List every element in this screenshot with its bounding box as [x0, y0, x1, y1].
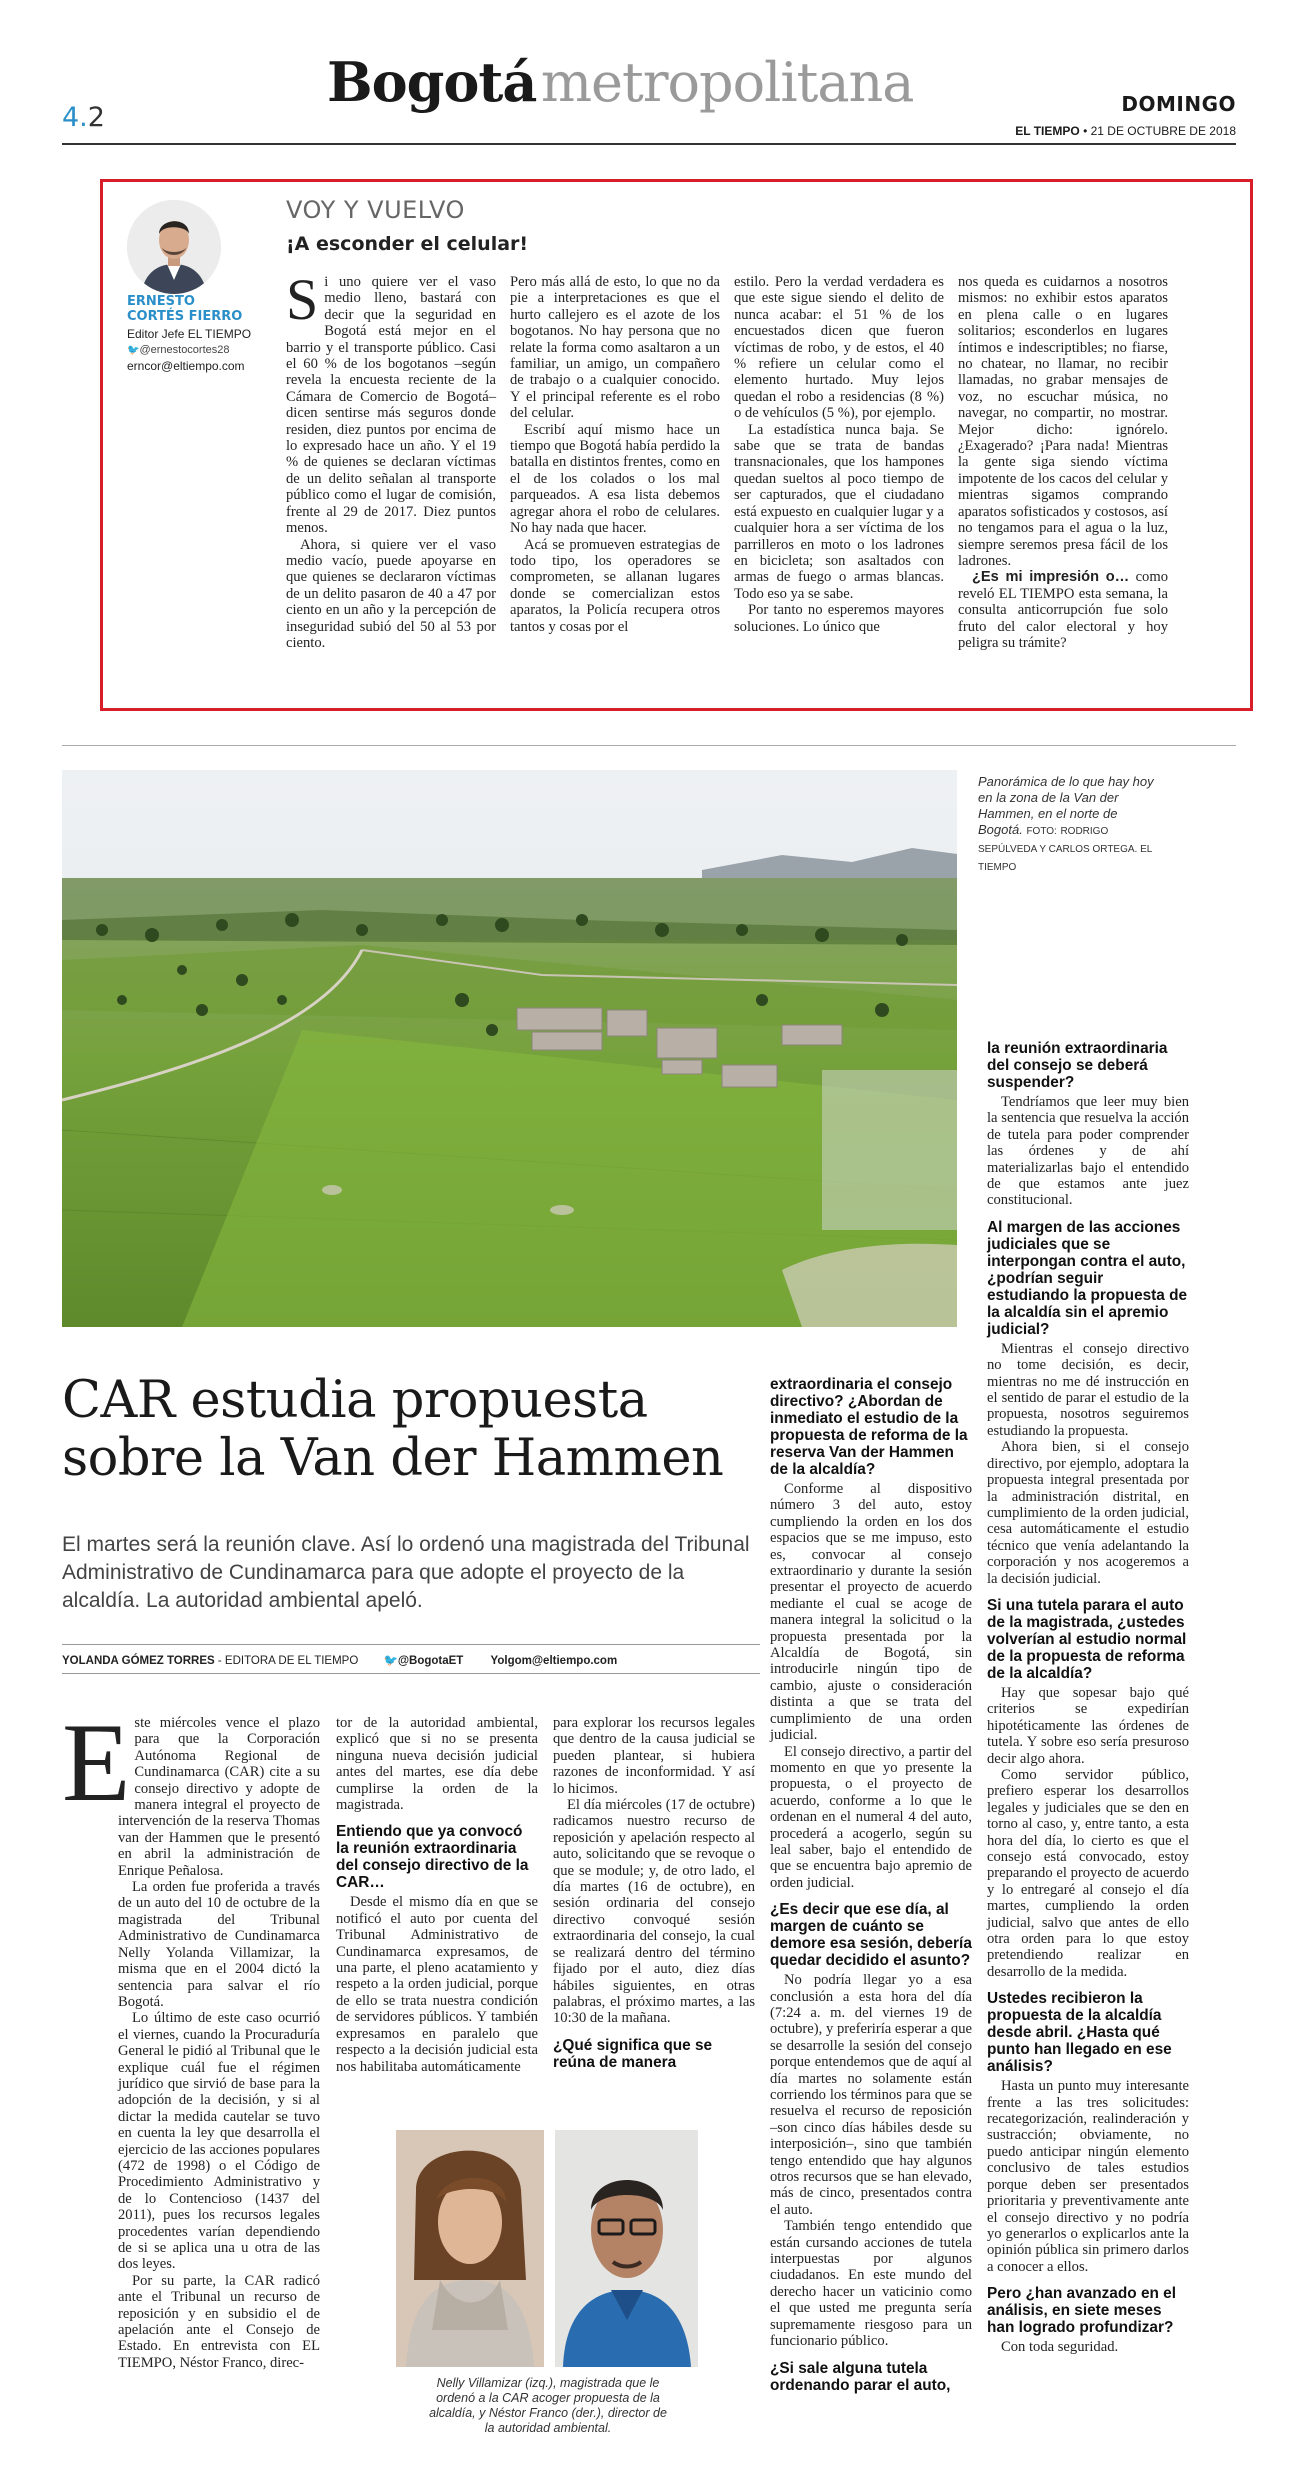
column-section-label: VOY Y VUELVO — [286, 196, 465, 224]
column-drop-cap: S — [286, 267, 319, 332]
twitter-icon: 🐦 — [127, 345, 140, 356]
header-publication: EL TIEMPO — [1015, 124, 1080, 138]
header-date — [1015, 124, 1236, 138]
byline-role: - EDITORA DE EL TIEMPO — [214, 1655, 359, 1667]
article-paragraph: La orden fue proferida a través de un auto del 10 de octubre de la magistrada del Tribunal Administrativo de Cundinamarca Nelly Yolanda Villamizar, la misma que en el 2004 dictó la sentencia para salvar el río Bogotá. — [118, 1879, 320, 2010]
article-paragraph: También tengo entendido que están cursando acciones de tutela interpuestas por algunos ciudadanos. En este mundo del derecho hacer un vaticinio como el que usted me pregunta sería supremamente riesgoso para un funcionario público. — [770, 2218, 972, 2350]
article-col-2 — [336, 1715, 538, 2075]
photo-caption — [978, 774, 1156, 876]
byline-rule-top — [62, 1644, 760, 1645]
article-paragraph: Tendríamos que leer muy bien la sentencia que resuelva la acción de tutela para poder comprender las órdenes y de ahí materializarlas bajo el entendido de que estamos ante juez constitucional. — [987, 1094, 1189, 1209]
author-last-name: CORTÉS FIERRO — [127, 309, 243, 324]
column-paragraph: Por tanto no esperemos mayores soluciones. Lo único que — [734, 602, 944, 635]
column-paragraph: Acá se promueven estrategias de todo tipo, los operadores se comprometen, se allanan lugares donde se comercializan estos aparatos, la Policía recupera otros tantos y cosas por el — [510, 536, 720, 635]
column-col-4 — [958, 274, 1168, 651]
interview-question: extraordinaria el consejo directivo? ¿Abordan de inmediato el estudio de la propuesta de reforma de la reserva Van der Hammen de la alcaldía? — [770, 1376, 968, 1478]
article-deck: El martes será la reunión clave. Así lo ordenó una magistrada del Tribunal Administrativo de Cundinamarca para que adopte el proyecto de la alcaldía. La autoridad ambiental apeló. — [62, 1533, 750, 1612]
portraits-caption: Nelly Villamizar (izq.), magistrada que le ordenó a la CAR acoger propuesta de la alcaldía, y Néstor Franco (der.), director de la autoridad ambiental. — [429, 2376, 667, 2435]
column-paragraph: La estadística nunca baja. Se sabe que se trata de bandas transnacionales, que los hampones quedan sueltos al poco tiempo de ser capturados, que el ciudadano está expuesto en cualquier lugar y a cualquier hora a ser víctima de los parrilleros en moto o los ladrones en bicicleta; son asaltados con armas de fuego o armas blancas. Todo eso ya se sabe. — [734, 421, 944, 602]
section-title-light: metropolitana — [540, 51, 914, 114]
byline-twitter[interactable] — [383, 1655, 463, 1667]
portrait-villamizar — [396, 2130, 544, 2367]
interview-question: Pero ¿han avanzado en el análisis, en siete meses han logrado profundizar? — [987, 2285, 1177, 2337]
article-paragraph: Lo último de este caso ocurrió el viernes, cuando la Procuraduría General le pidió al Tribunal que le explique cuál fue el régimen jurídico que sirvió de base para la adopción de la decisión, y si al dictar la medida cautelar se tuvo en cuenta la ley que desarrolla el ejercicio de las acciones populares (472 de 1998) o el Código de Procedimiento Administrativo y de lo Contencioso (1437 del 2011), pues los recursos legales procedentes varían dependiendo de si se aplica una u otra de las dos leyes. — [118, 2010, 320, 2273]
twitter-icon: 🐦 — [383, 1655, 398, 1667]
byline — [62, 1653, 762, 1667]
column-paragraph: estilo. Pero la verdad verdadera es que este sigue siendo el delito de nunca acabar: el 51 % de los encuestados dicen que fueron víctimas de robo, y de estos, el 40 % refiere un celular como el elemento hurtado. Muy lejos quedan el robo a residencias (8 %) o de vehículos (5 %), por ejemplo. — [734, 274, 944, 422]
article-paragraph: Con toda seguridad. — [1001, 2339, 1119, 2356]
interview-question: ¿Es decir que ese día, al margen de cuánto se demore esa sesión, debería quedar decidido el asunto? — [770, 1901, 972, 1970]
column-col-1 — [286, 267, 496, 651]
author-twitter-handle: @ernestocortes28 — [139, 344, 230, 356]
article-paragraph: Ahora bien, si el consejo directivo, por ejemplo, adoptara la propuesta integral presentada por la administración distrital, en cumplimiento de la orden judicial, cesa automáticamente el estudio técnico que venía adelantando la corporación y nos acogeremos a la decisión judicial. — [987, 1439, 1189, 1587]
interview-question: Entiendo que ya convocó la reunión extraordinaria del consejo directivo de la CAR… — [336, 1823, 529, 1892]
section-divider — [62, 745, 1236, 746]
column-col-2 — [510, 274, 720, 635]
section-title-bold: Bogotá — [327, 50, 537, 114]
article-paragraph: El día miércoles (17 de octubre) radicamos nuestro recurso de reposición y apelación respecto al auto, solicitando que se revoque o que se module; y, de otro lado, el día martes (16 de octubre), en sesión ordinaria del consejo directivo convoqué sesión extraordinaria del consejo, la cual se realizará dentro del término fijado por el auto, diez días hábiles siguientes, en otras palabras, el próximo martes, a las 10:30 de la mañana. — [553, 1797, 755, 2027]
article-drop-cap: E — [62, 1701, 131, 1825]
author-name — [127, 294, 267, 324]
column-paragraph: i uno quiere ver el vaso medio lleno, bastará con decir que la seguridad en Bogotá está mejor en el barrio y el transporte público. Casi el 60 % de los bogotanos –según revela la encuesta reciente de la Cámara de Comercio de Bogotá– dicen sentirse más seguros donde residen, diez puntos por encima de lo expresado hace un año. Y el 19 % de quienes se declaran víctimas de un delito señalan al transporte público como el lugar de comisión, frente al 29 de 2017. Diez puntos menos. — [286, 274, 496, 537]
article-paragraph: Como servidor público, prefiero esperar los desarrollos legales y judiciales que se den en torno al caso, y, entre tanto, a esta hora del día, lo cierto es que el consejo está convocado, estoy preparando el proyecto de acuerdo y lo entregaré al consejo el día martes, cumpliendo la orden judicial, salvo que antes de ello otra orden para lo que estoy pretendiendo realizar en desarrollo de la medida. — [987, 1766, 1189, 1980]
article-paragraph: tor de la autoridad ambiental, explicó que si no se presenta ninguna nueva decisión judicial antes del martes, ese día debe cumplirse la orden de la magistrada. — [336, 1715, 538, 1814]
article-headline: CAR estudia propuesta sobre la Van der Hammen — [62, 1371, 724, 1488]
portrait-franco — [555, 2130, 698, 2367]
article-paragraph: ste miércoles vence el plazo para que la Corporación Autónoma Regional de Cundinamarca (CAR) cite a su consejo directivo y adopte de manera integral el proyecto de intervención de la reserva Thomas van der Hammen que le presentó en abril la administración de Enrique Peñalosa. — [118, 1715, 320, 1879]
photo-credit-label: FOTO: — [1026, 826, 1057, 837]
section-title — [327, 50, 914, 114]
column-paragraph-end: como reveló EL TIEMPO esta semana, la consulta anticorrupción fue solo fruto del calor electoral y hoy peligra su trámite? — [958, 569, 1168, 651]
aerial-landscape-icon — [62, 770, 957, 1327]
author-twitter[interactable] — [127, 344, 230, 356]
article-col-3 — [553, 1715, 755, 2074]
interview-question: Ustedes recibieron la propuesta de la alcaldía desde abril. ¿Hasta qué punto han llegado en ese análisis? — [987, 1990, 1172, 2076]
interview-question: ¿Qué significa que se reúna de manera — [553, 2036, 713, 2071]
column-bold-lead: ¿Es mi impresión o… — [972, 569, 1130, 586]
column-paragraph: Escribí aquí mismo hace un tiempo que Bogotá había perdido la batalla en distintos frentes, como en el de los colados o los mal parqueados. A esa lista debemos agregar ahora el robo de celulares. No hay nada que hacer. — [510, 421, 720, 537]
column-paragraph: nos queda es cuidarnos a nosotros mismos: no exhibir estos aparatos en plena calle o en lugares solitarios; esconderlos en lugares íntimos e indescriptibles; no fiarse, no chatear, no llamar, no recibir llamadas, no grabar mensajes de voz, no escuchar música, no navegar, no compartir, no mostrar. Mejor dicho: ignórelo. ¿Exagerado? ¡Para nada! Mientras la gente siga siendo víctima impotente de los cacos del celular y mientras sigamos comprando aparatos sofisticados y costosos, así no tengamos para el agua o la luz, siempre seremos presa fácil de los ladrones. — [958, 274, 1168, 569]
article-paragraph: Conforme al dispositivo número 3 del auto, estoy cumpliendo la orden en los dos espacios que se me impuso, esto es, convocar al consejo extraordinario y durante la sesión presentar el proyecto de acuerdo mediante el cual se acoge de manera integral la solicitud o la propuesta presentada por la Alcaldía de Bogotá, sin introducirle ningún tipo de cambio, ajuste o consideración distinta a que se trata del cumplimiento de una orden judicial. — [770, 1481, 972, 1744]
article-paragraph: Desde el mismo día en que se notificó el auto por cuenta del Tribunal Administrativo de Cundinamarca expresamos, de una parte, el pleno acatamiento y respeto a la orden judicial, porque de ello se trata nuestra condición de servidores públicos. Y también expresamos en paralelo que respecto a la decisión judicial esta nos habilitaba automáticamente — [336, 1894, 538, 2075]
header-day: DOMINGO — [1121, 92, 1236, 116]
author-first-name: ERNESTO — [127, 294, 195, 309]
interview-question: la reunión extraordinaria del consejo se deberá suspender? — [987, 1040, 1168, 1091]
page-number-suffix: 2 — [87, 102, 105, 133]
article-paragraph: El consejo directivo, a partir del momento en que yo presente la propuesta, o el proyecto de acuerdo, conforme a lo que le ordenan en el numeral 4 del auto, procederá a acogerlo, según su leal saber, bajo el entendido de que se encuentra bajo apremio de orden judicial. — [770, 1743, 972, 1891]
byline-twitter-handle: @BogotaET — [397, 1655, 464, 1667]
column-headline: ¡A esconder el celular! — [286, 233, 529, 255]
page-number-prefix: 4. — [62, 102, 88, 133]
byline-author: YOLANDA GÓMEZ TORRES — [62, 1655, 215, 1667]
article-paragraph: para explorar los recursos legales que dentro de la causa judicial se pueden plantear, si hubiera razones de inconformidad. Y así lo hicimos. — [553, 1715, 755, 1797]
interview-question: Si una tutela parara el auto de la magistrada, ¿ustedes volverían al estudio normal de la propuesta de reforma de la alcaldía? — [987, 1596, 1187, 1682]
byline-email[interactable]: Yolgom@eltiempo.com — [490, 1655, 618, 1667]
page-number — [62, 102, 105, 133]
author-photo-icon — [127, 200, 221, 294]
article-paragraph: Mientras el consejo directivo no tome decisión, es decir, mientras no me dé instrucción en el sentido de parar el estudio de la propuesta, nosotros seguiremos estudiando la propuesta. — [987, 1340, 1189, 1439]
author-role: Editor Jefe EL TIEMPO — [127, 327, 252, 341]
man-portrait-icon — [555, 2130, 698, 2367]
interview-question: ¿Si sale alguna tutela ordenando parar el auto, — [770, 2359, 951, 2394]
photo-credit: RODRIGO SEPÚLVEDA Y CARLOS ORTEGA. EL TIEMPO — [978, 826, 1152, 873]
aerial-photo — [62, 770, 957, 1327]
article-paragraph: Por su parte, la CAR radicó ante el Tribunal un recurso de reposición y en subsidio el de apelación ante el Consejo de Estado. En entrevista con EL TIEMPO, Néstor Franco, direc- — [118, 2272, 320, 2371]
photo-caption-text: Panorámica de lo que hay hoy en la zona de la Van der Hammen, en el norte de Bogotá. — [978, 774, 1154, 837]
byline-rule-bottom — [62, 1673, 760, 1674]
article-paragraph: Hasta un punto muy interesante frente a las tres solicitudes: recategorización, realinderación y sustracción; obviamente, no puedo anticipar ningún elemento conclusivo de tales estudios porque deben ser presentados prioritaria y preventivamente ante el consejo directivo y no podría yo generarlos o explicarlos ante la opinión pública sin primero darlos a conocer a ellos. — [987, 2078, 1189, 2275]
header-rule — [62, 143, 1236, 145]
article-col-1 — [62, 1701, 320, 2371]
article-paragraph: No podría llegar yo a esa conclusión a esta hora del día (7:24 a. m. del viernes 19 de octubre), y preferiría esperar a que se desarrolle la sesión del consejo porque entendemos que de aquí al día martes no solamente están corriendo los términos para que se resuelva el recurso de reposición –son cinco días hábiles desde su interposición–, sino que también tengo entendido que hay algunos otros recursos que se han elevado, más de cinco, presentados contra el auto. — [770, 1972, 972, 2218]
author-email[interactable]: erncor@eltiempo.com — [127, 359, 245, 373]
article-paragraph: Hay que sopesar bajo qué criterios se expedirían hipotéticamente las órdenes de tutela. Y sobre eso sería presuroso decir algo ahora. — [987, 1684, 1189, 1767]
article-col-4 — [770, 1376, 972, 2397]
article-col-5 — [987, 1040, 1189, 2356]
column-paragraph: Ahora, si quiere ver el vaso medio vacío, puede apoyarse en que quienes se declararon víctimas de un delito pasaron de 40 a 47 por ciento en un año y la percepción de inseguridad subió del 50 al 53 por ciento. — [286, 536, 496, 651]
column-col-3 — [734, 274, 944, 635]
interview-question: Al margen de las acciones judiciales que se interpongan contra el auto, ¿podrían seguir estudiando la propuesta de la alcaldía sin el apremio judicial? — [987, 1218, 1188, 1338]
column-paragraph: Pero más allá de esto, lo que no da pie a interpretaciones es que el hurto callejero es el azote de los bogotanos. No hay persona que no relate la forma como asaltaron a un familiar, un amigo, un compañero de trabajo o a cualquier conocido. Y el principal referente es el robo del celular. — [510, 274, 720, 422]
header-date-text: • 21 DE OCTUBRE DE 2018 — [1083, 124, 1236, 138]
woman-portrait-icon — [396, 2130, 544, 2367]
author-avatar — [127, 200, 221, 294]
